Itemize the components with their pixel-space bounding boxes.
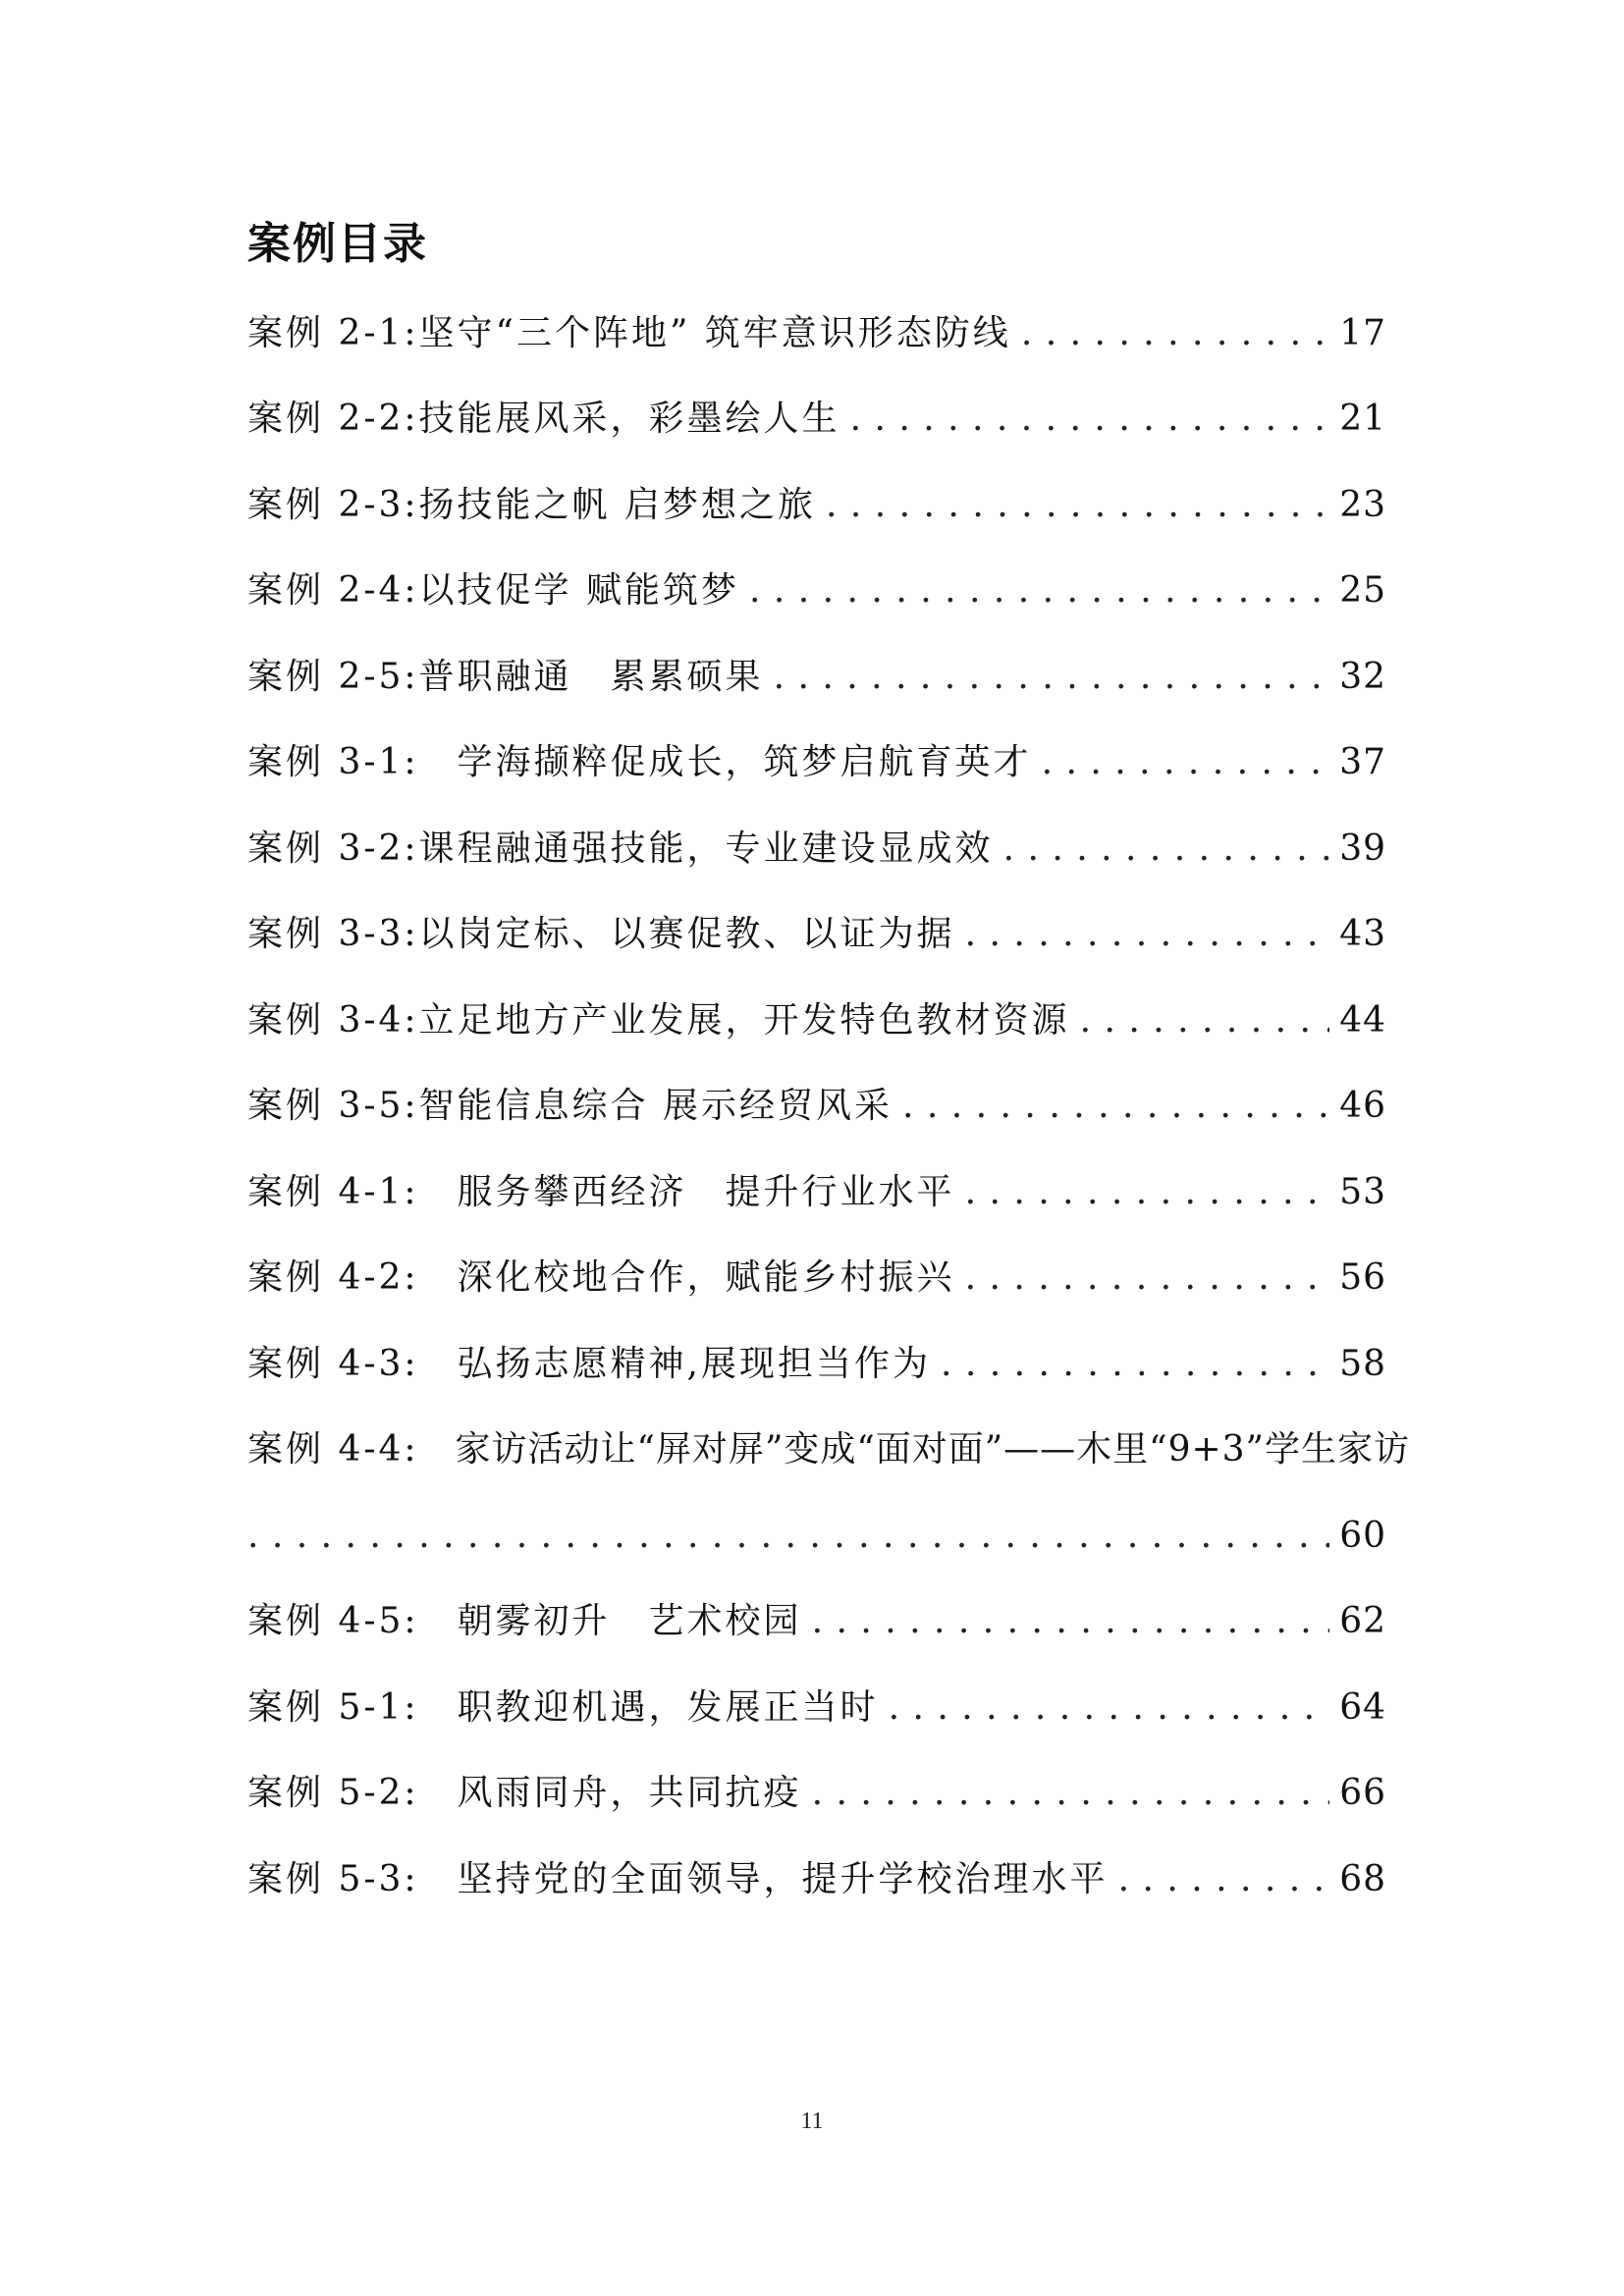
dot-leader <box>247 1515 1329 1558</box>
entry-label: 案例 3-2: <box>247 828 419 869</box>
entry-title: 普职融通 累累硕果 <box>418 656 764 697</box>
dot-leader <box>1042 741 1330 784</box>
dot-leader <box>965 913 1330 956</box>
entry-label: 案例 3-4: <box>247 999 419 1041</box>
entry-label: 案例 5-3: <box>247 1858 419 1899</box>
entry-label: 案例 2-2: <box>247 399 419 440</box>
entry-title: 课程融通强技能，专业建设显成效 <box>418 828 994 869</box>
entry-label: 案例 4-3: <box>247 1343 419 1384</box>
entry-title: 扬技能之帆 启梦想之旅 <box>418 484 816 525</box>
entry-page-number: 64 <box>1339 1686 1386 1728</box>
entry-title: 学海撷粹促成长，筑梦启航育英才 <box>418 742 1032 783</box>
dot-leader <box>749 569 1329 613</box>
entry-page-number: 43 <box>1339 914 1386 955</box>
entry-title: 风雨同舟，共同抗疫 <box>418 1773 802 1814</box>
toc-entry[interactable] <box>247 377 1386 463</box>
entry-page-number: 44 <box>1339 999 1386 1041</box>
entry-title: 坚持党的全面领导，提升学校治理水平 <box>418 1858 1109 1899</box>
dot-leader <box>1003 828 1330 871</box>
dot-leader <box>889 1686 1330 1730</box>
entry-page-number: 32 <box>1339 656 1386 697</box>
toc-entry[interactable] <box>247 634 1386 721</box>
entry-page-number: 62 <box>1339 1601 1386 1642</box>
entry-label: 案例 4-5: <box>247 1601 419 1642</box>
entry-title: 深化校地合作，赋能乡村振兴 <box>418 1257 955 1299</box>
entry-title: 智能信息综合 展示经贸风采 <box>418 1086 893 1127</box>
entry-page-number: 46 <box>1339 1086 1386 1127</box>
entry-page-number: 56 <box>1339 1257 1386 1299</box>
toc-entry[interactable] <box>247 1665 1386 1751</box>
dot-leader <box>774 656 1330 699</box>
dot-leader <box>965 1256 1330 1300</box>
dot-leader <box>941 1343 1329 1386</box>
toc-entry[interactable] <box>247 291 1386 377</box>
entry-label: 案例 4-4: <box>247 1429 419 1470</box>
dot-leader <box>1080 999 1330 1042</box>
entry-title: 以岗定标、以赛促教、以证为据 <box>418 914 955 955</box>
entry-page-number: 25 <box>1339 570 1386 612</box>
dot-leader <box>812 1600 1330 1643</box>
dot-leader <box>1021 312 1329 355</box>
toc-entry[interactable] <box>247 1321 1386 1408</box>
dot-leader <box>826 484 1329 527</box>
entry-label: 案例 2-1: <box>247 312 419 353</box>
entry-title: 技能展风采，彩墨绘人生 <box>418 399 840 440</box>
toc-entry[interactable] <box>247 1064 1386 1150</box>
dot-leader <box>965 1171 1330 1214</box>
toc-entry[interactable] <box>247 1579 1386 1666</box>
entry-title: 朝雾初升 艺术校园 <box>418 1601 802 1642</box>
toc-entry[interactable] <box>247 462 1386 549</box>
entry-title: 职教迎机遇，发展正当时 <box>418 1686 879 1728</box>
toc-entry[interactable] <box>247 978 1386 1064</box>
entry-page-number: 68 <box>1339 1858 1386 1899</box>
entry-label: 案例 3-3: <box>247 914 419 955</box>
entry-label: 案例 2-4: <box>247 570 419 612</box>
entry-page-number: 66 <box>1339 1773 1386 1814</box>
dot-leader <box>812 1772 1330 1815</box>
page-footer-number: 11 <box>800 2109 824 2134</box>
toc-entry[interactable] <box>247 892 1386 979</box>
toc-entry[interactable] <box>247 806 1386 892</box>
entry-title: 弘扬志愿精神,展现担当作为 <box>418 1343 931 1384</box>
entry-page-number: 53 <box>1339 1171 1386 1212</box>
toc-entry[interactable] <box>247 1837 1386 1923</box>
entry-page-number: 60 <box>1339 1515 1386 1556</box>
entry-label: 案例 4-2: <box>247 1257 419 1299</box>
dot-leader <box>902 1085 1329 1128</box>
toc-entry[interactable] <box>247 721 1386 807</box>
entry-second-line <box>247 1493 1386 1579</box>
entry-page-number: 37 <box>1339 742 1386 783</box>
dot-leader <box>850 398 1330 441</box>
entry-page-number: 17 <box>1339 312 1386 353</box>
toc-entry-wrapped[interactable] <box>247 1408 1410 1579</box>
toc-entry[interactable] <box>247 1149 1386 1236</box>
dot-leader <box>1118 1858 1330 1901</box>
table-of-contents <box>247 291 1410 1923</box>
entry-title: 以技促学 赋能筑梦 <box>418 570 739 612</box>
entry-title: 立足地方产业发展，开发特色教材资源 <box>418 999 1070 1041</box>
entry-title: 家访活动让“屏对屏”变成“面对面”——木里“9+3”学生家访 <box>418 1429 1410 1470</box>
entry-page-number: 21 <box>1339 399 1386 440</box>
entry-label: 案例 2-3: <box>247 484 419 525</box>
entry-page-number: 23 <box>1339 484 1386 525</box>
entry-page-number: 58 <box>1339 1343 1386 1384</box>
entry-label: 案例 5-1: <box>247 1686 419 1728</box>
page-title: 案例目录 <box>247 219 428 269</box>
toc-entry[interactable] <box>247 1236 1386 1322</box>
entry-label: 案例 2-5: <box>247 656 419 697</box>
entry-page-number: 39 <box>1339 828 1386 869</box>
toc-entry[interactable] <box>247 1751 1386 1838</box>
entry-first-line <box>247 1408 1410 1494</box>
entry-label: 案例 5-2: <box>247 1773 419 1814</box>
toc-entry[interactable] <box>247 549 1386 635</box>
entry-title: 服务攀西经济 提升行业水平 <box>418 1171 955 1212</box>
entry-label: 案例 3-1: <box>247 742 419 783</box>
entry-label: 案例 3-5: <box>247 1086 419 1127</box>
entry-label: 案例 4-1: <box>247 1171 419 1212</box>
entry-title: 坚守“三个阵地” 筑牢意识形态防线 <box>418 312 1011 353</box>
